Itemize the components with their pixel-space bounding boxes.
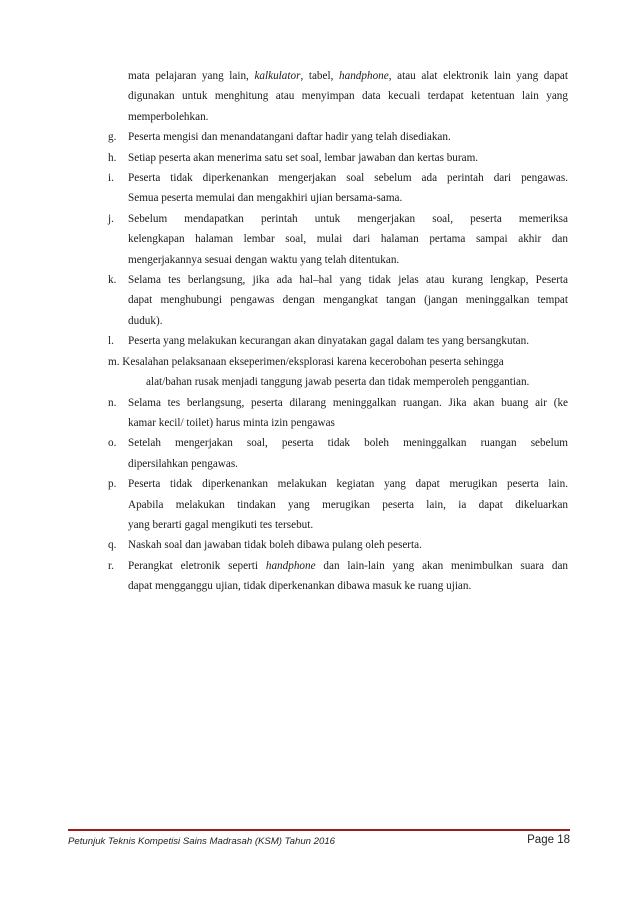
intro-line-3: memperbolehkan.	[128, 110, 209, 123]
item-text: duduk).	[128, 314, 163, 327]
item-text: Peserta tidak diperkenankan mengerjakan soal sebelum ada perintah dari pengawas.	[128, 172, 568, 185]
list-item-p	[108, 474, 568, 535]
item-marker: k.	[108, 274, 117, 287]
footer-rule	[68, 829, 570, 831]
item-marker: i.	[108, 172, 114, 185]
item-text: kamar kecil/ toilet) harus minta izin pengawas	[128, 416, 335, 429]
item-marker: m.	[108, 355, 120, 368]
item-marker: l.	[108, 335, 114, 348]
item-text: Peserta yang melakukan kecurangan akan dinyatakan gagal dalam tes yang bersangkutan.	[128, 335, 530, 348]
item-text: yang berarti gagal mengikuti tes tersebut.	[128, 518, 314, 531]
item-marker: j.	[108, 212, 114, 225]
item-text: Setelah mengerjakan soal, peserta tidak boleh meninggalkan ruangan sebelum	[128, 437, 568, 450]
item-marker: n.	[108, 396, 117, 409]
item-first-line	[108, 352, 568, 372]
item-text: Setiap peserta akan menerima satu set soal, lembar jawaban dan kertas buram.	[128, 151, 479, 164]
item-text: Selama tes berlangsung, peserta dilarang meninggalkan ruangan. Jika akan buang air (ke	[128, 396, 568, 409]
list-item-q	[108, 535, 568, 555]
item-text: alat/bahan rusak menjadi tanggung jawab peserta dan tidak memperoleh penggantian.	[146, 376, 530, 389]
list-item-j	[108, 209, 568, 270]
list-item-h	[108, 148, 568, 168]
intro-line-2: digunakan untuk menghitung atau menyimpan data kecuali terdapat ketentuan lain yang	[128, 90, 568, 103]
list-item-i	[108, 168, 568, 209]
item-text: dipersilahkan pengawas.	[128, 457, 238, 470]
list-item-g	[108, 127, 568, 147]
item-text: Apabila melakukan tindakan yang merugikan peserta lain, ia dapat dikeluarkan	[128, 498, 568, 511]
list-item-r	[108, 556, 568, 597]
item-marker: q.	[108, 539, 117, 552]
item-marker: p.	[108, 478, 117, 491]
item-text: dapat mengganggu ujian, tidak diperkenankan dibawa masuk ke ruang ujian.	[128, 580, 472, 593]
item-text: Sebelum mendapatkan perintah untuk mengerjakan soal, peserta memeriksa	[128, 212, 568, 225]
item-text: Peserta mengisi dan menandatangani daftar hadir yang telah disediakan.	[128, 131, 451, 144]
item-text: Semua peserta memulai dan mengakhiri ujian bersama-sama.	[128, 192, 403, 205]
item-marker: r.	[108, 559, 114, 572]
item-text: dapat menghubungi pengawas dengan mengangkat tangan (jangan meninggalkan tempat	[128, 294, 568, 307]
item-marker: h.	[108, 151, 117, 164]
intro-continuation	[108, 66, 568, 127]
footer-document-title: Petunjuk Teknis Kompetisi Sains Madrasah (KSM) Tahun 2016	[68, 836, 335, 847]
item-text: kelengkapan halaman lembar soal, mulai dari halaman pertama sampai akhir dan	[128, 233, 568, 246]
item-text: Perangkat eletronik seperti handphone dan lain-lain yang akan menimbulkan suara dan	[128, 559, 568, 572]
item-text: Selama tes berlangsung, jika ada hal–hal yang tidak jelas atau kurang lengkap, Peserta	[128, 274, 568, 287]
item-text: mengerjakannya sesuai dengan waktu yang telah ditentukan.	[128, 253, 400, 266]
page-number: Page 18	[527, 834, 570, 846]
item-marker: o.	[108, 437, 117, 450]
list-item-k	[108, 270, 568, 331]
list-item-l	[108, 331, 568, 351]
item-marker: g.	[108, 131, 117, 144]
list-item-n	[108, 393, 568, 434]
list-item-m	[108, 352, 568, 393]
intro-line-1: mata pelajaran yang lain, kalkulator, tabel, handphone, atau alat elektronik lain yang dapat	[128, 70, 568, 82]
rules-list	[108, 66, 568, 597]
item-text: Kesalahan pelaksanaan ekseperimen/eksplorasi karena kecerobohan peserta sehingga	[122, 355, 504, 368]
item-text: Naskah soal dan jawaban tidak boleh dibawa pulang oleh peserta.	[128, 539, 422, 552]
item-text: Peserta tidak diperkenankan melakukan kegiatan yang dapat merugikan peserta lain.	[128, 478, 568, 491]
list-item-o	[108, 433, 568, 474]
